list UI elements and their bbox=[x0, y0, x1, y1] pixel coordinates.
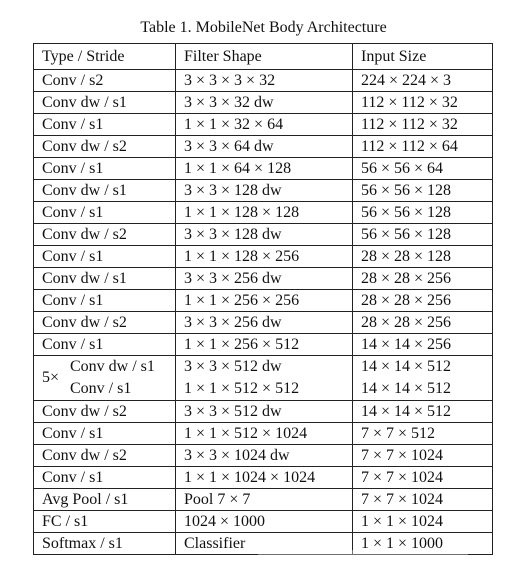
cell-input-size: 1 × 1 × 1024 bbox=[353, 511, 493, 533]
cell-input-size: 7 × 7 × 1024 bbox=[353, 467, 493, 489]
repeat-block-row bbox=[34, 356, 493, 401]
cell-filter-shape: 1024 × 1000 bbox=[176, 511, 353, 533]
cell-type-stride: Conv dw / s2 bbox=[34, 401, 176, 423]
cell-input-size: 28 × 28 × 256 bbox=[353, 290, 493, 312]
architecture-table bbox=[33, 43, 493, 555]
cell-type-stride: Conv dw / s1 bbox=[34, 268, 176, 290]
cell-filter-shape: 1 × 1 × 128 × 128 bbox=[176, 202, 353, 224]
repeat-filter-shape-cell bbox=[176, 356, 353, 401]
table-row bbox=[34, 224, 493, 246]
repeat-multiplier: 5× bbox=[42, 369, 60, 386]
cell-filter-shape: 3 × 3 × 128 dw bbox=[176, 180, 353, 202]
cell-type-stride: Conv / s1 bbox=[34, 467, 176, 489]
cell-filter-shape: 1 × 1 × 1024 × 1024 bbox=[176, 467, 353, 489]
table-row bbox=[34, 136, 493, 158]
cell-type-stride: Conv / s1 bbox=[34, 114, 176, 136]
table-body bbox=[34, 70, 493, 555]
cell-filter-shape: 3 × 3 × 256 dw bbox=[176, 312, 353, 334]
repeat-layer-type: Conv dw / s1 bbox=[70, 358, 155, 375]
table-row bbox=[34, 423, 493, 445]
cell-filter-shape: Pool 7 × 7 bbox=[176, 489, 353, 511]
cell-type-stride: Conv / s1 bbox=[34, 290, 176, 312]
cell-filter-shape: 3 × 3 × 64 dw bbox=[176, 136, 353, 158]
table-row bbox=[34, 467, 493, 489]
cell-type-stride: Conv dw / s2 bbox=[34, 312, 176, 334]
table-row bbox=[34, 70, 493, 92]
cell-filter-shape: 3 × 3 × 1024 dw bbox=[176, 445, 353, 467]
cell-input-size: 56 × 56 × 128 bbox=[353, 202, 493, 224]
cell-filter-shape: 3 × 3 × 3 × 32 bbox=[176, 70, 353, 92]
cell-input-size: 7 × 7 × 1024 bbox=[353, 445, 493, 467]
cell-type-stride: Conv dw / s2 bbox=[34, 136, 176, 158]
table-row bbox=[34, 445, 493, 467]
cell-type-stride: Conv / s2 bbox=[34, 70, 176, 92]
cell-input-size: 112 × 112 × 32 bbox=[353, 92, 493, 114]
cell-input-size: 56 × 56 × 128 bbox=[353, 224, 493, 246]
table-row bbox=[34, 312, 493, 334]
cell-input-size: 28 × 28 × 256 bbox=[353, 268, 493, 290]
repeat-input-size-cell bbox=[353, 356, 493, 401]
header-input-size: Input Size bbox=[353, 44, 493, 70]
table-header-row bbox=[34, 44, 493, 70]
cell-input-size: 28 × 28 × 256 bbox=[353, 312, 493, 334]
cell-input-size: 112 × 112 × 32 bbox=[353, 114, 493, 136]
repeat-input-size: 14 × 14 × 512 bbox=[361, 358, 452, 375]
cell-type-stride: Conv dw / s2 bbox=[34, 445, 176, 467]
cell-input-size: 1 × 1 × 1000 bbox=[353, 533, 493, 555]
table-row bbox=[34, 290, 493, 312]
cell-filter-shape: 1 × 1 × 512 × 1024 bbox=[176, 423, 353, 445]
cell-type-stride: Conv dw / s1 bbox=[34, 180, 176, 202]
cell-type-stride: Conv / s1 bbox=[34, 246, 176, 268]
cell-filter-shape: 1 × 1 × 256 × 512 bbox=[176, 334, 353, 356]
table-row bbox=[34, 334, 493, 356]
cell-type-stride: Avg Pool / s1 bbox=[34, 489, 176, 511]
table-row bbox=[34, 158, 493, 180]
cell-input-size: 28 × 28 × 128 bbox=[353, 246, 493, 268]
cell-filter-shape: 1 × 1 × 64 × 128 bbox=[176, 158, 353, 180]
cell-input-size: 7 × 7 × 1024 bbox=[353, 489, 493, 511]
table-row bbox=[34, 489, 493, 511]
table-caption: Table 1. MobileNet Body Architecture bbox=[140, 19, 387, 36]
cell-type-stride: Conv dw / s1 bbox=[34, 92, 176, 114]
cell-input-size: 56 × 56 × 128 bbox=[353, 180, 493, 202]
repeat-type-stride-cell bbox=[34, 356, 176, 401]
table-row bbox=[34, 246, 493, 268]
cell-input-size: 7 × 7 × 512 bbox=[353, 423, 493, 445]
repeat-filter-shape: 3 × 3 × 512 dw bbox=[184, 358, 282, 375]
table-row bbox=[34, 202, 493, 224]
cell-filter-shape: Classifier bbox=[176, 533, 353, 555]
repeat-input-size: 14 × 14 × 512 bbox=[361, 380, 452, 397]
cell-filter-shape: 3 × 3 × 512 dw bbox=[176, 401, 353, 423]
cell-type-stride: Conv / s1 bbox=[34, 202, 176, 224]
table-row bbox=[34, 114, 493, 136]
cell-input-size: 56 × 56 × 64 bbox=[353, 158, 493, 180]
cell-filter-shape: 3 × 3 × 128 dw bbox=[176, 224, 353, 246]
cell-input-size: 14 × 14 × 256 bbox=[353, 334, 493, 356]
cell-input-size: 14 × 14 × 512 bbox=[353, 401, 493, 423]
cell-type-stride: Conv / s1 bbox=[34, 423, 176, 445]
table-row bbox=[34, 511, 493, 533]
cell-type-stride: Conv / s1 bbox=[34, 334, 176, 356]
cell-filter-shape: 1 × 1 × 128 × 256 bbox=[176, 246, 353, 268]
cell-filter-shape: 1 × 1 × 256 × 256 bbox=[176, 290, 353, 312]
cell-filter-shape: 3 × 3 × 32 dw bbox=[176, 92, 353, 114]
cell-input-size: 224 × 224 × 3 bbox=[353, 70, 493, 92]
table-row bbox=[34, 180, 493, 202]
cell-type-stride: Softmax / s1 bbox=[34, 533, 176, 555]
cell-filter-shape: 1 × 1 × 32 × 64 bbox=[176, 114, 353, 136]
repeat-filter-shape: 1 × 1 × 512 × 512 bbox=[184, 380, 300, 397]
table-row bbox=[34, 268, 493, 290]
cell-type-stride: FC / s1 bbox=[34, 511, 176, 533]
header-type-stride: Type / Stride bbox=[34, 44, 176, 70]
repeat-layer-type: Conv / s1 bbox=[70, 380, 132, 397]
header-filter-shape: Filter Shape bbox=[176, 44, 353, 70]
table-row bbox=[34, 533, 493, 555]
cell-input-size: 112 × 112 × 64 bbox=[353, 136, 493, 158]
cell-filter-shape: 3 × 3 × 256 dw bbox=[176, 268, 353, 290]
table-row bbox=[34, 401, 493, 423]
cell-type-stride: Conv / s1 bbox=[34, 158, 176, 180]
table-row bbox=[34, 92, 493, 114]
cell-type-stride: Conv dw / s2 bbox=[34, 224, 176, 246]
